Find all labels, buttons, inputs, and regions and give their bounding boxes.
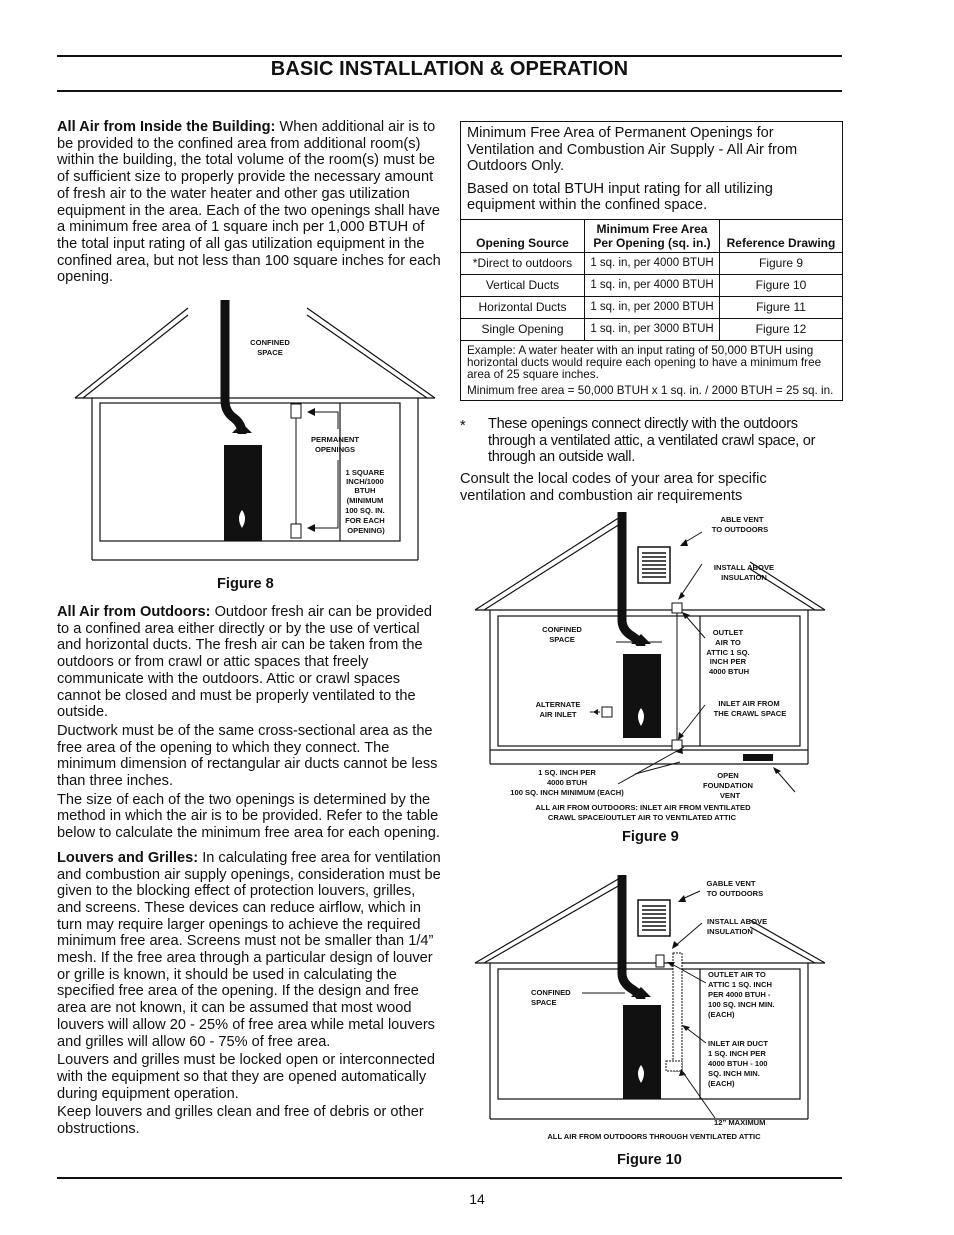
fig10-outlet-line: ATTIC 1 SQ. INCH [708, 980, 772, 989]
table-intro-2: Based on total BTUH input rating for all utilizing equipment within the confined space. [467, 180, 773, 213]
inside-air-text: When additional air is to be provided to the confined area from additional room(s) within the building, the total volume of the room(s) must be of sufficient size to properly provide the necessary amount of fresh air to the water heater and other gas utilization equipment in the area. Each of the two openings shall have a minimum free area of 1 square inch per 1,000 BTUH of the total input rating of all gas utilization equipment in the confined area, but not less than 100 square inches for each opening. [57, 119, 441, 286]
svg-text:CONFINEDSPACE [250, 338, 290, 357]
table-header: Reference Drawing [720, 219, 843, 252]
figure-8-caption: Figure 8 [217, 576, 274, 592]
fig9-sq-line: 1 SQ. INCH PER [538, 768, 596, 777]
fig9-bottom-line: CRAWL SPACE/OUTLET AIR TO VENTILATED ATTIC [547, 813, 737, 822]
free-area-table [460, 121, 843, 401]
bottom-rule [57, 1177, 842, 1179]
outdoors-paragraphs [57, 604, 442, 1140]
inside-air-heading: All Air from Inside the Building: [57, 119, 276, 135]
fig9-foundation-line: FOUNDATION [702, 781, 754, 790]
fig10-vent-line: GABLE VENT [706, 879, 756, 888]
fig10-confined-line: CONFINED [531, 988, 571, 997]
fig8-size-line: INCH/1000 [346, 477, 384, 486]
fig10-inlet-line: SQ. INCH MIN. [708, 1069, 760, 1078]
fig8-size-line: (MINIMUM [346, 496, 384, 505]
fig8-confined-line: CONFINED [250, 338, 290, 347]
svg-text:ABLE VENTTO OUTDOORS [712, 515, 768, 534]
fig9-outlet-line: 4000 BTUH [708, 667, 750, 676]
svg-text:CONFINEDSPACE [542, 625, 582, 644]
fig9-outlet-line: ATTIC 1 SQ. [706, 648, 750, 657]
table-example-1: Example: A water heater with an input rating of 50,000 BTUH using horizontal ducts would require each opening to have a minimum free area of 25 square inches. [467, 343, 822, 381]
table-row [461, 318, 843, 340]
table-cell: 1 sq. in, per 4000 BTUH [585, 274, 720, 296]
table-cell: Horizontal Ducts [461, 296, 585, 318]
table-intro [461, 122, 843, 220]
fig8-size-line: 1 SQUARE [345, 468, 385, 477]
table-row [461, 252, 843, 274]
page-number: 14 [469, 1191, 485, 1207]
table-cell: Figure 9 [720, 252, 843, 274]
fig10-inlet-line: INLET AIR DUCT [708, 1039, 769, 1048]
page-title: BASIC INSTALLATION & OPERATION [270, 58, 629, 80]
louvers-locked-text: Louvers and grilles must be locked open or interconnected with the equipment so that they are opened automatically during equipment operation. [57, 1052, 436, 1102]
table-header: Opening Source [461, 219, 585, 252]
fig8-permanent-line: OPENINGS [314, 445, 356, 454]
table-row [461, 296, 843, 318]
outdoors-text: Outdoor fresh air can be provided to a confined area either directly or by the use of vertical and horizontal ducts. The fresh air can be taken from the outdoors or from crawl or attic spaces that freely communicate with the outdoors. Attic or crawl spaces cannot be closed and must be properly ventilated to the outside. [57, 604, 432, 721]
fig8-permanent-line: PERMANENT [310, 435, 360, 444]
fig10-confined-line: SPACE [531, 998, 557, 1007]
svg-text:INLET AIR DUCT 1 SQ. INCH [708, 1039, 770, 1088]
figure-9-caption: Figure 9 [622, 829, 679, 845]
fig9-outlet-line: INCH PER [709, 657, 747, 666]
table-example-2: Minimum free area = 50,000 BTUH x 1 sq. in. / 2000 BTUH = 25 sq. in. [467, 383, 834, 397]
louvers-heading: Louvers and Grilles: [57, 849, 199, 866]
fig10-outlet-line: OUTLET AIR TO [708, 970, 766, 979]
fig9-inlet-line: INLET AIR FROM [718, 699, 780, 708]
fig9-vent-line: TO OUTDOORS [711, 525, 769, 534]
svg-text:OUTLET AIR TO ATTIC 1 [706, 628, 751, 676]
footnote-star: * [460, 418, 466, 434]
table-header: Minimum Free Area Per Opening (sq. in.) [585, 219, 720, 252]
fig9-sq-line: 100 SQ. INCH MINIMUM (EACH) [510, 788, 624, 797]
table-cell: 1 sq. in, per 3000 BTUH [585, 318, 720, 340]
fig9-bottom-line: ALL AIR FROM OUTDOORS: INLET AIR FROM VENTILATED [535, 803, 751, 812]
fig9-alternate-line: AIR INLET [539, 710, 577, 719]
title-underline [57, 90, 842, 92]
table-intro-1: Minimum Free Area of Permanent Openings for Ventilation and Combustion Air Supply - All Air from Outdoors Only. [467, 125, 798, 174]
fig10-inlet-line: (EACH) [708, 1079, 735, 1088]
fig10-outlet-line: PER 4000 BTUH - [708, 990, 771, 999]
svg-text:ALL AIR FROM OUTDOORS: INLET A [535, 803, 751, 822]
fig10-max-label: 12” MAXIMUM [714, 1118, 766, 1127]
svg-text:GABLE VENTTO OUTDOORS [707, 879, 764, 898]
figure-8-diagram [70, 300, 440, 572]
svg-text:OPENFOUNDATIONVENT [703, 771, 753, 800]
fig9-confined-line: CONFINED [542, 625, 582, 634]
fig10-bottom-label: ALL AIR FROM OUTDOORS THROUGH VENTILATED ATTIC [547, 1132, 761, 1141]
svg-text:OUTLET AIR TO ATTIC 1 SQ. [708, 970, 777, 1019]
louvers-clean-text: Keep louvers and grilles clean and free of debris or other obstructions. [57, 1104, 424, 1138]
svg-text:INSTALL ABOVEINSULATION [707, 917, 767, 936]
fig9-foundation-line: OPEN [717, 771, 739, 780]
footnote [460, 416, 840, 466]
table-cell: 1 sq. in, per 4000 BTUH [585, 252, 720, 274]
table-cell: 1 sq. in, per 2000 BTUH [585, 296, 720, 318]
outdoors-heading: All Air from Outdoors: [57, 604, 211, 620]
svg-text:1 SQ. INCH PER4000 BTUH100 SQ. [510, 768, 624, 797]
opening-size-text: The size of each of the two openings is determined by the method in which the air is to be provided. Refer to the table below to calculate the minimum free area for each opening. [57, 791, 440, 842]
fig8-size-line: 100 SQ. IN. [345, 506, 385, 515]
louvers-text: In calculating free area for ventilation and combustion air supply openings, consideration must be given to the blocking effect of protection louvers, grilles, and screens. These devices can reduce airflow, which in turn may require larger openings to achieve the required minimum free area. Screens must not be smaller than 1/4” mesh. If the free area through a particular design of louver or grille is known, it should be used in calculating the specified free area of the opening. If the design and free area are not known, it can be assumed that most wood louvers will allow 20 - 25% of free area while metal louvers and grilles will allow 60 - 75% of free area. [57, 849, 441, 1050]
fig10-outlet-line: (EACH) [708, 1010, 735, 1019]
fig9-alternate-line: ALTERNATE [535, 700, 581, 709]
fig9-sq-line: 4000 BTUH [546, 778, 588, 787]
fig8-size-line: BTUH [354, 486, 376, 495]
svg-text:CONFINEDSPACE [531, 988, 571, 1007]
svg-text:INLET AIR FROMTHE CRAWL SPACE [714, 699, 787, 718]
figure-10-caption: Figure 10 [617, 1152, 682, 1168]
table-cell: Vertical Ducts [461, 274, 585, 296]
inside-air-paragraph [57, 119, 442, 288]
fig9-install-line: INSULATION [721, 573, 767, 582]
fig9-inlet-line: THE CRAWL SPACE [713, 709, 787, 718]
table-cell: *Direct to outdoors [461, 252, 585, 274]
fig9-vent-line: ABLE VENT [720, 515, 764, 524]
table-cell: Single Opening [461, 318, 585, 340]
ductwork-text: Ductwork must be of the same cross-sectional area as the free area of the opening to which they connect. The minimum dimension of rectangular air ducts cannot be less than three inches. [57, 722, 438, 790]
fig10-vent-line: TO OUTDOORS [706, 889, 764, 898]
fig8-size-line: FOR EACH [345, 516, 385, 525]
fig9-install-line: INSTALL ABOVE [713, 563, 775, 572]
svg-text:PERMANENTOPENINGS [311, 435, 359, 454]
footnote-text: These openings connect directly with the outdoors through a ventilated attic, a ventilated crawl space, or through an outside wall. [488, 416, 816, 466]
fig9-outlet-line: OUTLET [712, 628, 744, 637]
svg-text:ALTERNATEAIR INLET [536, 700, 581, 719]
svg-text:1 SQUARE INCH/1000 BTU [345, 468, 387, 535]
consult-text: Consult the local codes of your area for specific ventilation and combustion air requirements [460, 471, 767, 504]
svg-text:INSTALL ABOVEINSULATION [714, 563, 774, 582]
fig10-inlet-line: 1 SQ. INCH PER [708, 1049, 766, 1058]
fig8-size-line: OPENING) [347, 526, 385, 535]
figure-9-diagram [470, 512, 835, 827]
table-cell: Figure 11 [720, 296, 843, 318]
table-row [461, 274, 843, 296]
fig10-inlet-line: 4000 BTUH - 100 [708, 1059, 768, 1068]
fig8-confined-line: SPACE [257, 348, 283, 357]
figure-10-diagram [470, 875, 840, 1147]
fig10-install-line: INSTALL ABOVE [707, 917, 768, 926]
fig10-install-line: INSULATION [707, 927, 753, 936]
fig9-foundation-line: VENT [719, 791, 741, 800]
fig9-confined-line: SPACE [549, 635, 575, 644]
table-cell: Figure 10 [720, 274, 843, 296]
top-rule [57, 55, 842, 57]
table-example [461, 340, 843, 400]
table-cell: Figure 12 [720, 318, 843, 340]
fig9-outlet-line: AIR TO [715, 638, 741, 647]
fig10-outlet-line: 100 SQ. INCH MIN. [708, 1000, 775, 1009]
